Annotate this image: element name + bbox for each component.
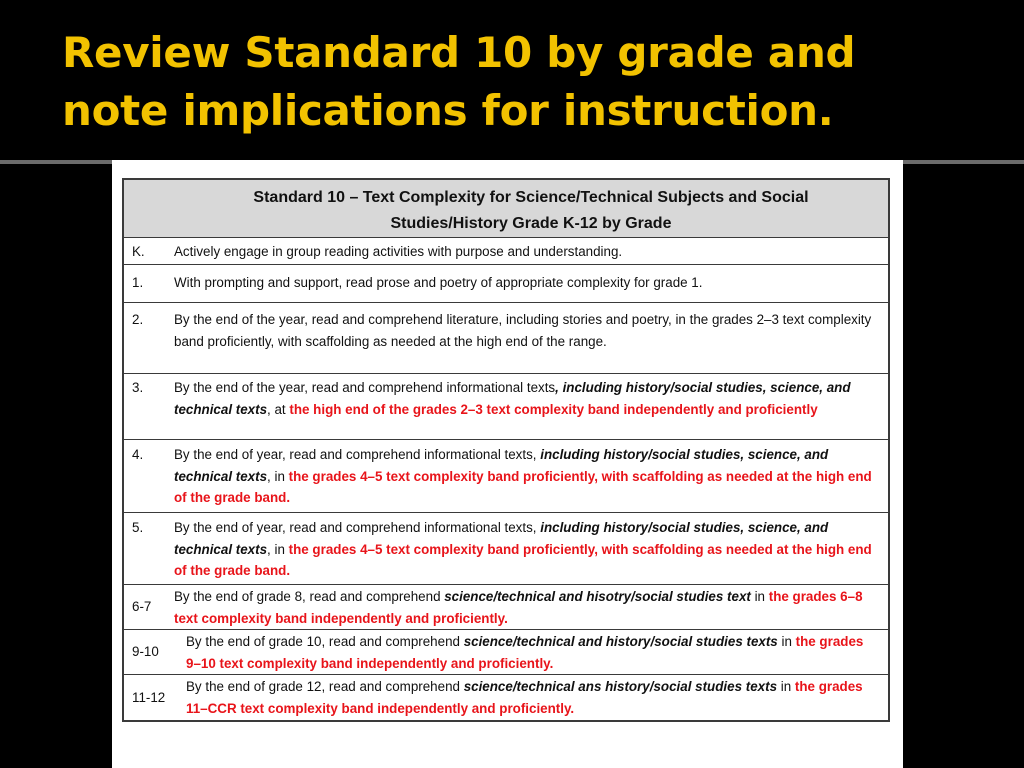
standard-text-plain: , in: [267, 468, 289, 484]
standard-text-emphasis: science/technical and history/social studies texts: [463, 634, 778, 649]
standard-text-highlight: the grades 9–10 text complexity band independently and proficiently.: [186, 634, 864, 671]
standard-text-plain: By the end of grade 8, read and comprehend: [174, 589, 445, 604]
standard-text-highlight: the grades 4–5 text complexity band proficiently, with scaffolding as needed at the high end of the grade band.: [174, 468, 872, 505]
standard-text: [182, 630, 888, 674]
standard-text: By the end of the year, read and comprehend literature, including stories and poetry, in the grades 2–3 text complexity band proficiently, with scaffolding as needed at the high end of the range.: [174, 312, 872, 349]
table-row: [124, 585, 888, 630]
table-row: [124, 513, 888, 585]
standard-text: [170, 374, 888, 439]
table-header: [124, 180, 888, 238]
slide-title: [62, 24, 962, 140]
grade-label: 2.: [132, 312, 144, 327]
standard-text-plain: By the end of year, read and comprehend informational texts,: [174, 520, 541, 535]
grade-label: 6-7: [132, 599, 152, 615]
standard-text-plain: By the end of grade 10, read and comprehend: [186, 634, 464, 649]
standard-text-emphasis: including history/social studies, science, and technical texts: [174, 520, 829, 557]
divider-left: [0, 160, 112, 164]
grade-label: 9-10: [132, 644, 159, 660]
standard-text-plain: in: [750, 589, 769, 604]
standard-text-emphasis: , including history/social studies, science, and technical texts: [174, 380, 851, 417]
table-row: [124, 630, 888, 675]
standard-text: With prompting and support, read prose and poetry of appropriate complexity for grade 1.: [174, 275, 703, 290]
standard-text-plain: By the end of year, read and comprehend informational texts,: [174, 447, 541, 462]
grade-label: 5.: [132, 520, 144, 535]
table-header-line-2: Studies/History Grade K-12 by Grade: [390, 215, 672, 232]
standard-table: [122, 178, 890, 722]
standard-text-highlight: the grades 6–8 text complexity band independently and proficiently.: [174, 589, 863, 626]
standard-text-plain: , in: [267, 541, 289, 557]
grade-label: 1.: [132, 275, 144, 290]
standard-text-emphasis: science/technical and hisotry/social studies text: [444, 589, 751, 604]
grade-label: 3.: [132, 380, 144, 395]
grade-label: K.: [132, 244, 145, 259]
grade-label: 4.: [132, 447, 144, 462]
table-row: [124, 440, 888, 513]
standard-text: [170, 585, 888, 629]
standard-text-emphasis: science/technical ans history/social studies texts: [463, 679, 778, 694]
standard-document: [112, 160, 903, 768]
table-row: [124, 675, 888, 720]
divider-right: [903, 160, 1024, 164]
standard-text-highlight: the grades 11–CCR text complexity band independently and proficiently.: [186, 679, 863, 716]
table-row: [124, 303, 888, 374]
standard-text: Actively engage in group reading activities with purpose and understanding.: [174, 244, 623, 259]
slide-title-line-1: Review Standard 10 by grade and: [62, 28, 856, 77]
standard-text-plain: , at: [267, 401, 290, 417]
grade-label: 11-12: [132, 689, 166, 705]
slide-title-line-2: note implications for instruction.: [62, 86, 834, 135]
standard-text-emphasis: including history/social studies, science, and technical texts: [174, 447, 829, 484]
table-row: [124, 265, 888, 303]
table-row: [124, 374, 888, 440]
standard-text: [170, 513, 888, 584]
standard-text: [170, 440, 888, 512]
table-row: [124, 238, 888, 265]
standard-text-plain: By the end of the year, read and comprehend informational texts: [174, 380, 556, 395]
standard-text-highlight: the grades 4–5 text complexity band proficiently, with scaffolding as needed at the high end of the grade band.: [174, 541, 872, 578]
standard-text-plain: By the end of grade 12, read and comprehend: [186, 679, 464, 694]
table-header-line-1: Standard 10 – Text Complexity for Science/Technical Subjects and Social: [253, 189, 809, 206]
standard-text-plain: in: [777, 679, 795, 694]
standard-text: [182, 675, 888, 720]
standard-text-plain: in: [777, 634, 796, 649]
standard-text-highlight: the high end of the grades 2–3 text complexity band independently and proficiently: [289, 401, 818, 417]
